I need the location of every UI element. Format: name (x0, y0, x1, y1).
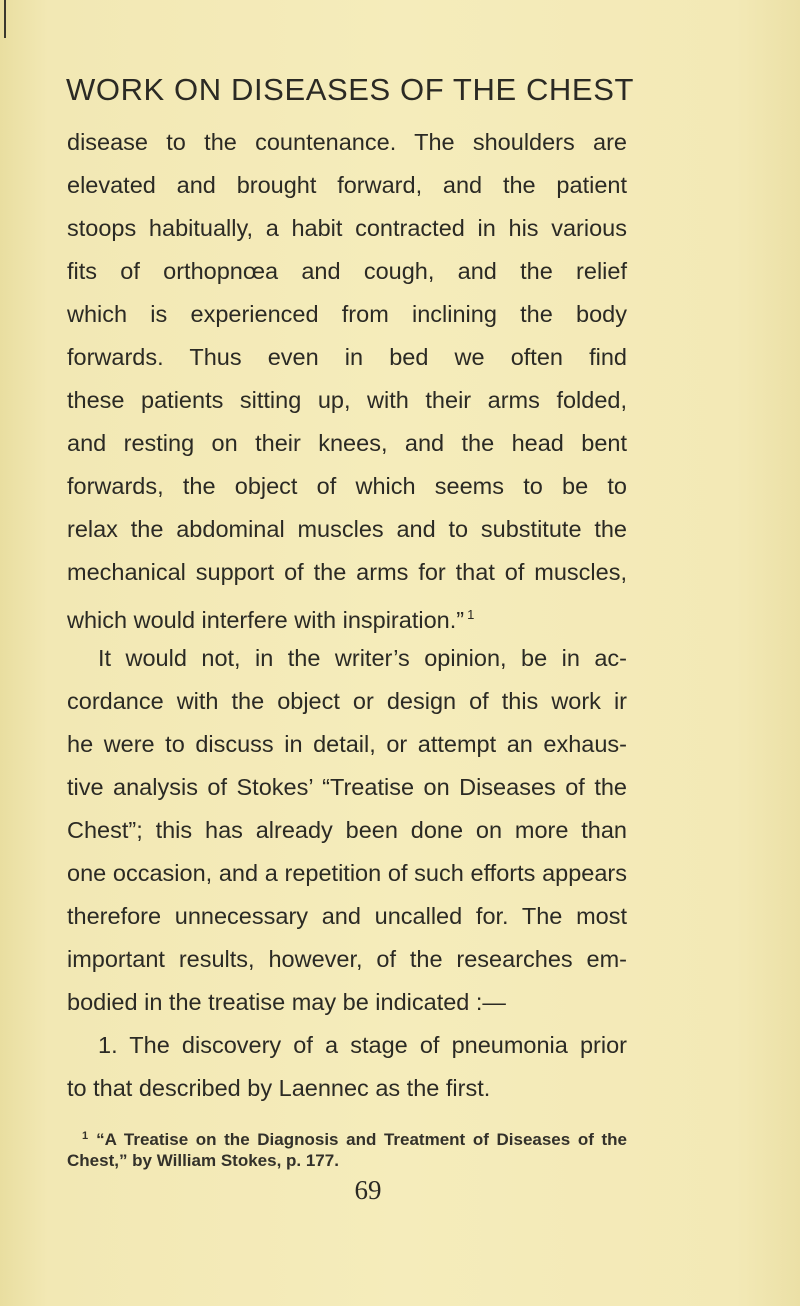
text-line: tive analysis of Stokes’ “Treatise on Diseases of the (67, 774, 627, 800)
text-line: these patients sitting up, with their arms folded, (67, 387, 627, 413)
footnote-text: “A Treatise on the Diagnosis and Treatment of Diseases of the (96, 1130, 627, 1149)
text-line: forwards, the object of which seems to be to (67, 473, 627, 499)
text-line: stoops habitually, a habit contracted in his various (67, 215, 627, 241)
running-head: WORK ON DISEASES OF THE CHEST (66, 72, 635, 107)
text-line: It would not, in the writer’s opinion, be in ac- (98, 645, 627, 671)
text-line: disease to the countenance. The shoulders are (67, 129, 627, 155)
text-line: he were to discuss in detail, or attempt an exhaus- (67, 731, 627, 757)
footnote-marker: 1 (82, 1130, 89, 1142)
text-line: relax the abdominal muscles and to substitute the (67, 516, 627, 542)
text-line: fits of orthopnœa and cough, and the relief (67, 258, 627, 284)
text-line: mechanical support of the arms for that of muscles, (67, 559, 627, 585)
text-line: one occasion, and a repetition of such efforts appears (67, 860, 627, 886)
text-line-content: which would interfere with inspiration.” (67, 607, 465, 633)
page-edge-line (4, 0, 6, 38)
text-line: important results, however, of the researches em- (67, 946, 627, 972)
text-line: to that described by Laennec as the first. (67, 1075, 491, 1101)
text-line: cordance with the object or design of this work ir (67, 688, 627, 714)
text-line: 1. The discovery of a stage of pneumonia prior (98, 1032, 627, 1058)
text-line: forwards. Thus even in bed we often find (67, 344, 627, 370)
footnote-line (82, 1125, 627, 1151)
text-line: Chest”; this has already been done on more than (67, 817, 627, 843)
text-line: elevated and brought forward, and the patient (67, 172, 627, 198)
text-line (67, 600, 627, 635)
footnote-reference: 1 (467, 607, 475, 622)
footnote-line: Chest,” by William Stokes, p. 177. (67, 1151, 339, 1170)
text-line: therefore unnecessary and uncalled for. The most (67, 903, 627, 929)
text-line: bodied in the treatise may be indicated :— (67, 989, 506, 1015)
text-line: which is experienced from inclining the body (67, 301, 627, 327)
page-number: 69 (354, 1175, 382, 1205)
text-line: and resting on their knees, and the head bent (67, 430, 627, 456)
